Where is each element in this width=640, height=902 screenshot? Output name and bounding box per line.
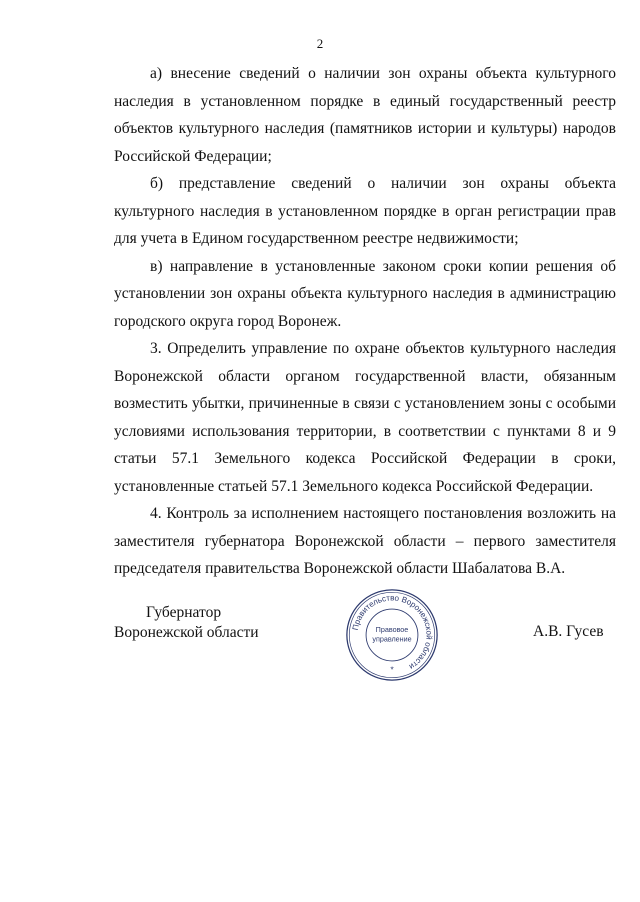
paragraph-v: в) направление в установленные законом сроки копии решения об установлении зон охраны объекта культурного наследия в администрацию городского округа город Воронеж. xyxy=(114,257,616,330)
paragraph-b: б) представление сведений о наличии зон охраны объекта культурного наследия в установленном порядке в орган регистрации прав для учета в Едином государственном реестре недвижимости; xyxy=(114,175,616,247)
signatory-title-line2: Воронежской области xyxy=(114,624,259,641)
stamp-star-icon: * xyxy=(390,664,394,675)
paragraph-a: а) внесение сведений о наличии зон охраны объекта культурного наследия в установленном порядке в единый государственный реестр объектов культурного наследия (памятников истории и культуры) народов Российской Федерации; xyxy=(114,65,616,165)
page-number: 2 xyxy=(316,36,324,51)
signatory-name: А.В. Гусев xyxy=(533,623,604,640)
document-body xyxy=(114,60,616,583)
signatory-title xyxy=(114,603,259,643)
signature-block xyxy=(0,585,640,695)
stamp-outer-text: Правительство Воронежской области xyxy=(350,593,434,672)
signatory-title-line1: Губернатор xyxy=(146,604,222,621)
paragraph-4: 4. Контроль за исполнением настоящего постановления возложить на заместителя губернатора Воронежской области – первого заместителя председателя правительства Воронежской области Шабалатова В.А. xyxy=(114,505,616,577)
stamp-inner-line2: управление xyxy=(372,634,412,644)
stamp-inner-line1: Правовое xyxy=(375,625,409,635)
paragraph-3: 3. Определить управление по охране объектов культурного наследия Воронежской области органом государственной власти, обязанным возместить убытки, причиненные в связи с установлением зоны с особыми условиями использования территории, в соответствии с пунктами 8 и 9 статьи 57.1 Земельного кодекса Российской Федерации в сроки, установленные статьей 57.1 Земельного кодекса Российской Федерации. xyxy=(114,340,616,495)
official-stamp xyxy=(344,587,440,683)
